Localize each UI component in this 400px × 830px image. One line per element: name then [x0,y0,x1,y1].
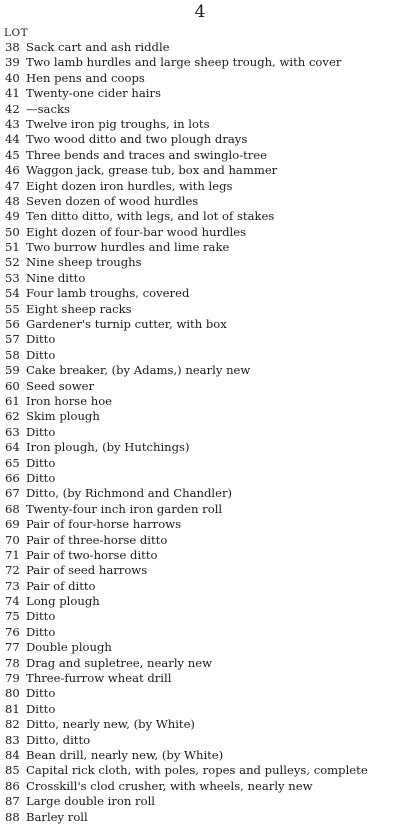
lot-item [5,117,398,132]
lot-description: Pair of two-horse ditto [26,547,158,562]
lot-item [5,794,398,809]
lot-item [5,317,398,332]
lot-description: Skim plough [26,409,100,424]
lot-item [5,748,398,763]
lot-number: 41 [5,86,20,101]
lot-number: 45 [5,147,20,162]
lot-item [5,671,398,686]
lot-description: Twelve iron pig troughs, in lots [26,116,210,131]
lot-number: 73 [5,578,20,593]
lot-description: Twenty-one cider hairs [26,86,161,101]
lot-item [5,86,398,101]
lot-number: 68 [5,501,20,516]
lot-description: Long plough [26,594,100,609]
lot-item [5,71,398,86]
lot-list [5,40,398,825]
lot-description: Nine ditto [26,270,86,285]
lot-item [5,579,398,594]
lot-item [5,363,398,378]
lot-number: 47 [5,178,20,193]
lot-description: Seed sower [26,378,95,393]
lot-description: Two burrow hurdles and lime rake [26,240,230,255]
lot-description: Ditto, (by Richmond and Chandler) [26,486,233,501]
lot-number: 58 [5,347,20,362]
lot-item [5,55,398,70]
lot-item [5,533,398,548]
lot-item [5,640,398,655]
lot-item [5,717,398,732]
lot-item [5,502,398,517]
lot-description: Ditto [26,424,56,439]
lot-description: Crosskill's clod crusher, with wheels, nearly new [26,778,313,793]
lot-description: Eight sheep racks [26,301,132,316]
lot-item [5,456,398,471]
lot-description: Gardener's turnip cutter, with box [26,317,227,332]
lot-description: Hen pens and coops [26,70,145,85]
lot-item [5,517,398,532]
lot-number: 48 [5,193,20,208]
lot-item [5,702,398,717]
lot-number: 61 [5,393,20,408]
lot-description: Ditto [26,624,56,639]
lot-number: 75 [5,609,20,624]
lot-number: 83 [5,732,20,747]
lot-item [5,548,398,563]
lot-description: Ditto [26,455,56,470]
lot-description: Drag and supletree, nearly new [26,655,213,670]
lot-item [5,148,398,163]
lot-description: Bean drill, nearly new, (by White) [26,747,224,762]
lot-description: Iron plough, (by Hutchings) [26,440,190,455]
lot-number: 64 [5,440,20,455]
lot-item [5,348,398,363]
lot-item [5,209,398,224]
lot-description: Ditto [26,470,56,485]
lot-description: Ditto [26,332,56,347]
lot-description: Cake breaker, (by Adams,) nearly new [26,363,251,378]
lot-description: Twenty-four inch iron garden roll [26,501,223,516]
lot-item [5,255,398,270]
lot-description: Three bends and traces and swinglo-tree [26,147,268,162]
lot-number: 57 [5,332,20,347]
lot-item [5,733,398,748]
lot-item [5,609,398,624]
page-number: 4 [194,2,206,22]
lot-item [5,686,398,701]
lot-number: 51 [5,240,20,255]
lot-item [5,409,398,424]
lot-item [5,779,398,794]
lot-item [5,194,398,209]
lot-description: Ditto [26,609,56,624]
lot-number: 63 [5,424,20,439]
lot-number: 86 [5,778,20,793]
lot-column-header: LOT [4,27,29,39]
lot-description: Two wood ditto and two plough drays [26,132,248,147]
lot-number: 52 [5,255,20,270]
lot-item [5,656,398,671]
lot-description: Ditto, nearly new, (by White) [26,717,195,732]
lot-number: 77 [5,640,20,655]
lot-description: Pair of ditto [26,578,96,593]
lot-item [5,563,398,578]
lot-number: 72 [5,563,20,578]
lot-number: 79 [5,671,20,686]
lot-item [5,102,398,117]
lot-number: 39 [5,55,20,70]
lot-description: Double plough [26,640,112,655]
lot-description: Ditto [26,347,56,362]
lot-item [5,163,398,178]
lot-number: 82 [5,717,20,732]
lot-description: Sack cart and ash riddle [26,40,170,54]
lot-number: 88 [5,809,20,824]
lot-item [5,179,398,194]
lot-description: Two lamb hurdles and large sheep trough, with cover [26,55,342,70]
lot-description: Ditto [26,701,56,716]
lot-number: 40 [5,70,20,85]
lot-item [5,810,398,825]
lot-description: Nine sheep troughs [26,255,142,270]
lot-number: 66 [5,470,20,485]
lot-description: Ditto, ditto [26,732,91,747]
lot-number: 49 [5,209,20,224]
lot-description: Pair of three-horse ditto [26,532,168,547]
lot-number: 50 [5,224,20,239]
lot-item [5,379,398,394]
lot-item [5,225,398,240]
lot-item [5,302,398,317]
lot-item [5,763,398,778]
lot-number: 65 [5,455,20,470]
lot-item [5,471,398,486]
lot-description: Ten ditto ditto, with legs, and lot of stakes [26,209,275,224]
lot-description: Pair of four-horse harrows [26,517,182,532]
lot-number: 74 [5,594,20,609]
lot-item [5,240,398,255]
lot-item [5,394,398,409]
lot-description: Ditto [26,686,56,701]
lot-number: 67 [5,486,20,501]
lot-description: Barley roll [26,809,88,824]
lot-number: 54 [5,286,20,301]
lot-item [5,332,398,347]
lot-item [5,594,398,609]
lot-number: 62 [5,409,20,424]
lot-item [5,440,398,455]
lot-description: Four lamb troughs, covered [26,286,190,301]
lot-item [5,625,398,640]
lot-number: 42 [5,101,20,116]
lot-item [5,286,398,301]
lot-description: Three-furrow wheat drill [26,671,172,686]
lot-number: 46 [5,163,20,178]
lot-description: Pair of seed harrows [26,563,148,578]
lot-number: 84 [5,747,20,762]
lot-description: Eight dozen of four-bar wood hurdles [26,224,247,239]
lot-number: 60 [5,378,20,393]
lot-item [5,486,398,501]
lot-number: 55 [5,301,20,316]
lot-number: 69 [5,517,20,532]
lot-number: 70 [5,532,20,547]
lot-number: 78 [5,655,20,670]
lot-number: 85 [5,763,20,778]
lot-number: 76 [5,624,20,639]
lot-number: 56 [5,317,20,332]
lot-number: 38 [5,40,20,54]
lot-item [5,271,398,286]
lot-number: 80 [5,686,20,701]
lot-number: 43 [5,116,20,131]
lot-number: 59 [5,363,20,378]
lot-item [5,40,398,55]
lot-number: 81 [5,701,20,716]
lot-number: 44 [5,132,20,147]
lot-number: 87 [5,794,20,809]
lot-description: —sacks [26,101,70,116]
lot-item [5,132,398,147]
lot-description: Waggon jack, grease tub, box and hammer [26,163,278,178]
lot-description: Capital rick cloth, with poles, ropes and pulleys, complete [26,763,368,778]
lot-number: 71 [5,547,20,562]
lot-description: Seven dozen of wood hurdles [26,193,199,208]
lot-description: Iron horse hoe [26,393,113,408]
lot-number: 53 [5,270,20,285]
lot-description: Eight dozen iron hurdles, with legs [26,178,233,193]
lot-item [5,425,398,440]
lot-description: Large double iron roll [26,794,155,809]
